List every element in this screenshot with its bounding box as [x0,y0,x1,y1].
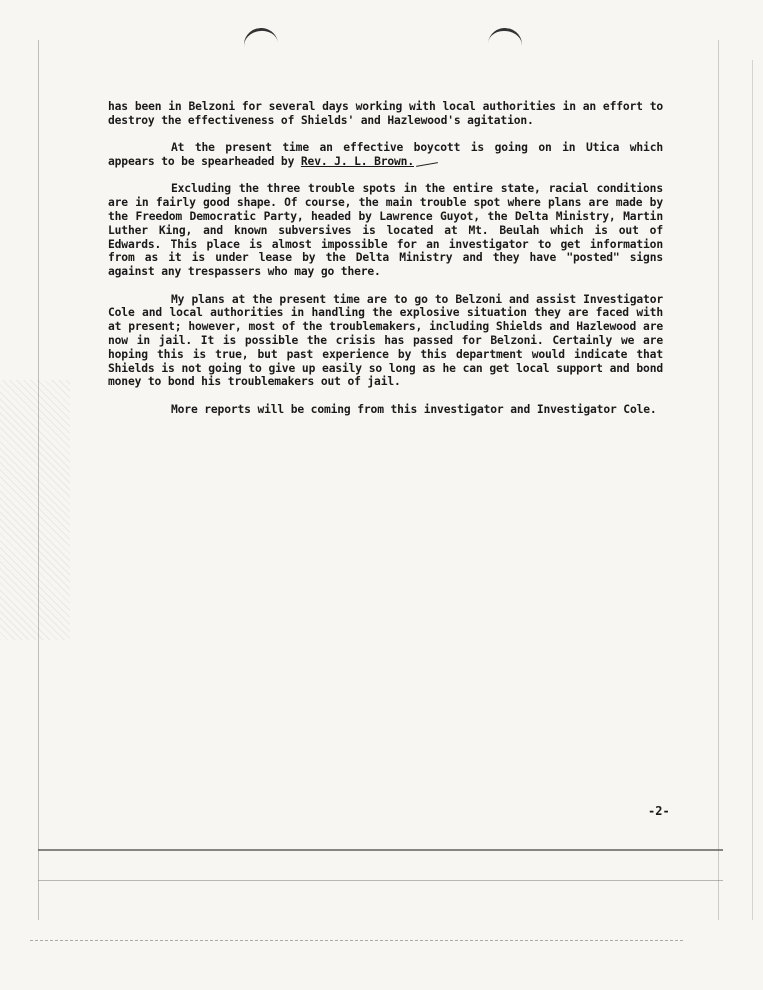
scan-noise [0,380,70,640]
binder-hole-mark [486,26,523,62]
paragraph-racial-conditions: Excluding the three trouble spots in the entire state, racial conditions are in fairly good shape. Of course, the main trouble spot where plans are made by the Freedom Democratic Party, headed by Lawrence Guyot, the Delta Ministry, Martin Luther King, and known subversives is located at Mt. Beulah which is out of Edwards. This place is almost impossible for an investigator to get information from as it is under lease by the Delta Ministry and they have "posted" signs against any trespassers who may go there. [108,182,663,279]
page-edge-line [752,60,753,920]
bottom-rule [30,940,683,942]
page-edge-line [718,40,719,920]
paragraph-more-reports: More reports will be coming from this investigator and Investigator Cole. [171,402,657,416]
document-body [108,100,663,430]
paragraph-text: At the present time an effective boycott is going on in Utica which appears to be spearheaded by [108,141,663,168]
paragraph-plans: My plans at the present time are to go to Belzoni and assist Investigator Cole and local authorities in handling the explosive situation they are faced with at present; however, most of the troublemakers, including Shields and Hazlewood are now in jail. It is possible the crisis has passed for Belzoni. Certainly we are hoping this is true, but past experience by this department would indicate that Shields is not going to give up easily so long as he can get local support and bond money to bond his troublemakers out of jail. [108,292,663,389]
handwritten-mark [416,162,438,167]
bottom-rule [38,880,723,881]
bottom-rule [38,849,723,851]
page-number: -2- [648,804,670,818]
underlined-name: Rev. J. L. Brown. [300,154,414,168]
paragraph-utica-boycott [108,141,663,169]
binder-hole-mark [242,26,280,63]
paragraph-belzoni-authorities: has been in Belzoni for several days working with local authorities in an effort to destroy the effectiveness of Shields' and Hazlewood's agitation. [108,100,663,127]
